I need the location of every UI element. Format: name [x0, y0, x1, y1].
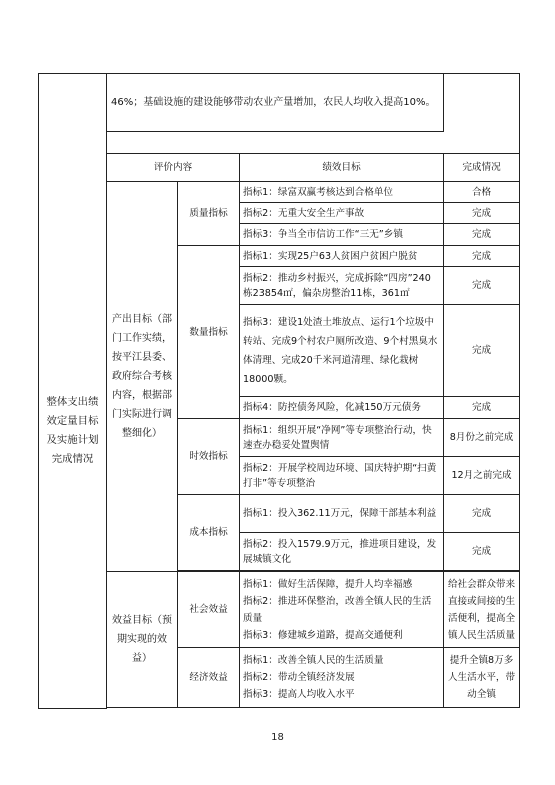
benefit-label: 效益目标（预期实现的效益）: [107, 572, 178, 708]
quality-status-3: 完成: [444, 224, 520, 246]
economic-status: 提升全镇8万多人生活水平，带动全镇: [444, 648, 520, 708]
timeliness-target-2: 指标2：开展学校周边环境、国庆特护期“扫黄打非”等专项整治: [240, 457, 444, 495]
timeliness-status-1: 8月份之前完成: [444, 419, 520, 457]
cost-status-1: 完成: [444, 495, 520, 533]
social-label: 社会效益: [178, 572, 240, 648]
output-label: 产出目标（部门工作实绩，按平江县委、政府综合考核内容，根据部门实际进行调整细化）: [107, 182, 178, 572]
social-target-1: 指标1：做好生活保障，提升人均幸福感: [243, 578, 413, 590]
intro-right-cell: [444, 74, 520, 132]
economic-target-3: 指标3：提高人均收入水平: [243, 689, 355, 700]
filler: [107, 708, 520, 709]
quality-status-1: 合格: [444, 182, 520, 203]
quantity-status-3: 完成: [444, 305, 520, 397]
quantity-label: 数量指标: [178, 246, 240, 419]
quantity-target-3: 指标3：建设1处渣土堆放点、运行1个垃圾中转站、完成9个村农户厕所改造、9个村黑臭水体清理、完成20千米河道清理、绿化栽树18000颗。: [240, 305, 444, 397]
economic-target-2: 指标2：带动全镇经济发展: [243, 672, 355, 683]
performance-table: [38, 73, 520, 709]
social-target-3: 指标3：修建城乡道路，提高交通便利: [243, 629, 403, 641]
social-status: 给社会群众带来直接或间接的生活便利，提高全镇人民生活质量: [444, 572, 520, 648]
header-target: 绩效目标: [240, 154, 444, 182]
spacer-row: [107, 132, 520, 154]
economic-label: 经济效益: [178, 648, 240, 708]
section-label: 整体支出绩效定量目标及实施计划完成情况: [39, 154, 107, 709]
cost-target-1: 指标1：投入362.11万元，保障干部基本利益: [240, 495, 444, 533]
quantity-status-2: 完成: [444, 267, 520, 305]
social-target-2: 指标2：推进环保整治，改善全镇人民的生活质量: [243, 595, 432, 624]
timeliness-target-1: 指标1：组织开展“净网”等专项整治行动，快速查办稳妥处置舆情: [240, 419, 444, 457]
page-number: 18: [271, 732, 284, 743]
cost-target-2: 指标2：投入1579.9万元，推进项目建设，发展城镇文化: [240, 533, 444, 571]
cost-status-2: 完成: [444, 533, 520, 571]
header-status: 完成情况: [444, 154, 520, 182]
quality-label: 质量指标: [178, 182, 240, 246]
economic-targets: [240, 648, 444, 708]
quantity-target-2: 指标2：推动乡村振兴，完成拆除“四房”240栋23854㎡，偏杂房整治11栋，361㎡: [240, 267, 444, 305]
quality-target-2: 指标2：无重大安全生产事故: [240, 203, 444, 224]
intro-left-cell: [39, 74, 107, 132]
spacer-cell: [39, 132, 107, 154]
timeliness-label: 时效指标: [178, 419, 240, 495]
quality-target-1: 指标1：绿富双赢考核达到合格单位: [240, 182, 444, 203]
header-content: 评价内容: [107, 154, 240, 182]
quantity-target-4: 指标4：防控债务风险，化减150万元债务: [240, 397, 444, 419]
quality-status-2: 完成: [444, 203, 520, 224]
economic-target-1: 指标1：改善全镇人民的生活质量: [243, 655, 384, 666]
quantity-status-1: 完成: [444, 246, 520, 267]
cost-label: 成本指标: [178, 495, 240, 571]
quality-target-3: 指标3：争当全市信访工作“三无”乡镇: [240, 224, 444, 246]
quantity-target-1: 指标1：实现25户63人贫困户贫困户脱贫: [240, 246, 444, 267]
timeliness-status-2: 12月之前完成: [444, 457, 520, 495]
quantity-status-4: 完成: [444, 397, 520, 419]
intro-text: 46%；基础设施的建设能够带动农业产量增加，农民人均收入提高10%。: [107, 74, 444, 132]
social-targets: [240, 572, 444, 648]
